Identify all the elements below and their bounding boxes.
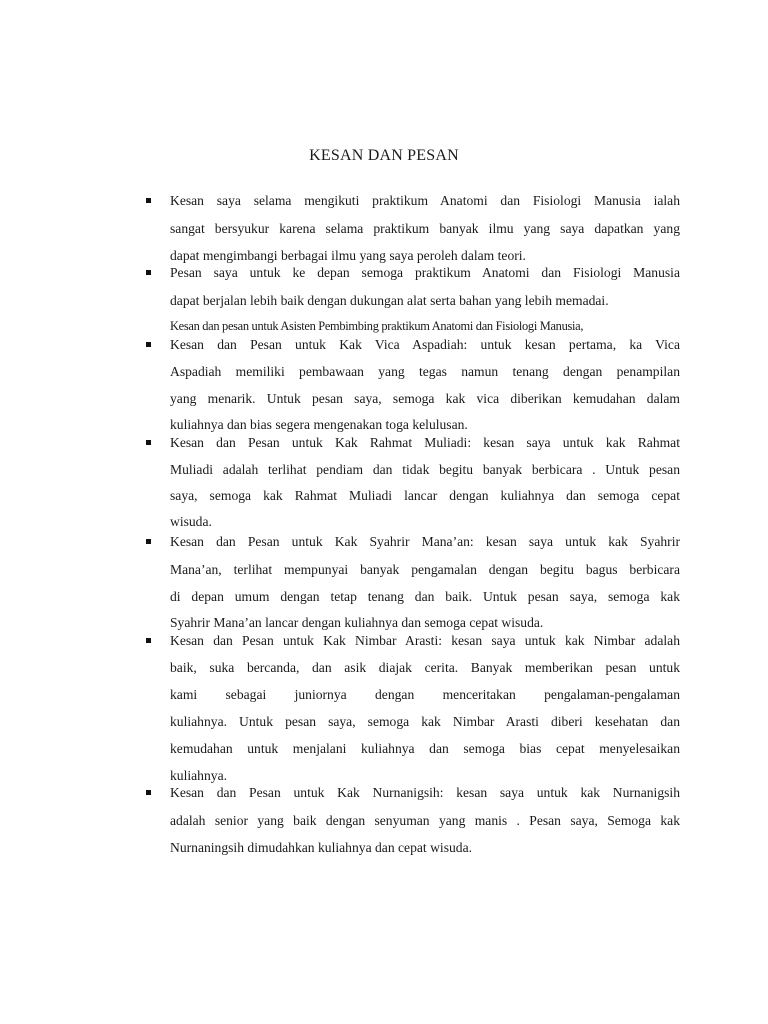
list-item-line: di depan umum dengan tetap tenang dan baik. Untuk pesan saya, semoga kak (170, 589, 680, 604)
list-item-line: Kesan dan Pesan untuk Kak Nimbar Arasti: kesan saya untuk kak Nimbar adalah (170, 633, 680, 648)
list-item-line: Kesan dan Pesan untuk Kak Syahrir Mana’an: kesan saya untuk kak Syahrir (170, 534, 680, 549)
bullet-marker (146, 270, 151, 275)
list-item-line: Kesan dan Pesan untuk Kak Rahmat Muliadi: kesan saya untuk kak Rahmat (170, 435, 680, 450)
intro-text: Kesan dan pesan untuk Asisten Pembimbing praktikum Anatomi dan Fisiologi Manusia, (170, 319, 584, 333)
list-item-line: kemudahan untuk menjalani kuliahnya dan semoga bias cepat menyelesaikan (170, 741, 680, 756)
list-item-line: wisuda. (170, 514, 212, 529)
list-item-line: sangat bersyukur karena selama praktikum banyak ilmu yang saya dapatkan yang (170, 221, 680, 236)
list-item-line: dapat berjalan lebih baik dengan dukungan alat serta bahan yang lebih memadai. (170, 293, 609, 308)
bullet-marker (146, 790, 151, 795)
list-item-line: Mana’an, terlihat mempunyai banyak pengamalan dengan begitu bagus berbicara (170, 562, 680, 577)
list-item-line: Kesan dan Pesan untuk Kak Nurnanigsih: kesan saya untuk kak Nurnanigsih (170, 785, 680, 800)
list-item-line: kami sebagai juniornya dengan menceritakan pengalaman-pengalaman (170, 687, 680, 702)
bullet-marker (146, 440, 151, 445)
list-item-line: Syahrir Mana’an lancar dengan kuliahnya dan semoga cepat wisuda. (170, 615, 544, 630)
list-item-line: Pesan saya untuk ke depan semoga praktikum Anatomi dan Fisiologi Manusia (170, 265, 680, 280)
list-item-line: Aspadiah memiliki pembawaan yang tegas namun tenang dengan penampilan (170, 364, 680, 379)
list-item-line: kuliahnya. (170, 768, 228, 783)
list-item-line: adalah senior yang baik dengan senyuman yang manis . Pesan saya, Semoga kak (170, 813, 680, 828)
list-item-line: baik, suka bercanda, dan asik diajak cerita. Banyak memberikan pesan untuk (170, 660, 680, 675)
list-item-line: Muliadi adalah terlihat pendiam dan tidak begitu banyak berbicara . Untuk pesan (170, 462, 680, 477)
list-item-line: yang menarik. Untuk pesan saya, semoga kak vica diberikan kemudahan dalam (170, 391, 680, 406)
bullet-marker (146, 198, 151, 203)
list-item-line: kuliahnya. Untuk pesan saya, semoga kak Nimbar Arasti diberi kesehatan dan (170, 714, 680, 729)
bullet-marker (146, 342, 151, 347)
bullet-marker (146, 638, 151, 643)
list-item-line: Nurnaningsih dimudahkan kuliahnya dan cepat wisuda. (170, 840, 473, 855)
list-item-line: Kesan saya selama mengikuti praktikum Anatomi dan Fisiologi Manusia ialah (170, 193, 680, 208)
list-item-line: Kesan dan Pesan untuk Kak Vica Aspadiah: untuk kesan pertama, ka Vica (170, 337, 680, 352)
document-title: KESAN DAN PESAN (309, 147, 459, 164)
bullet-marker (146, 539, 151, 544)
list-item-line: kuliahnya dan bias segera mengenakan toga kelulusan. (170, 417, 468, 432)
list-item-line: dapat mengimbangi berbagai ilmu yang saya peroleh dalam teori. (170, 248, 526, 263)
list-item-line: saya, semoga kak Rahmat Muliadi lancar dengan kuliahnya dan semoga cepat (170, 488, 680, 503)
